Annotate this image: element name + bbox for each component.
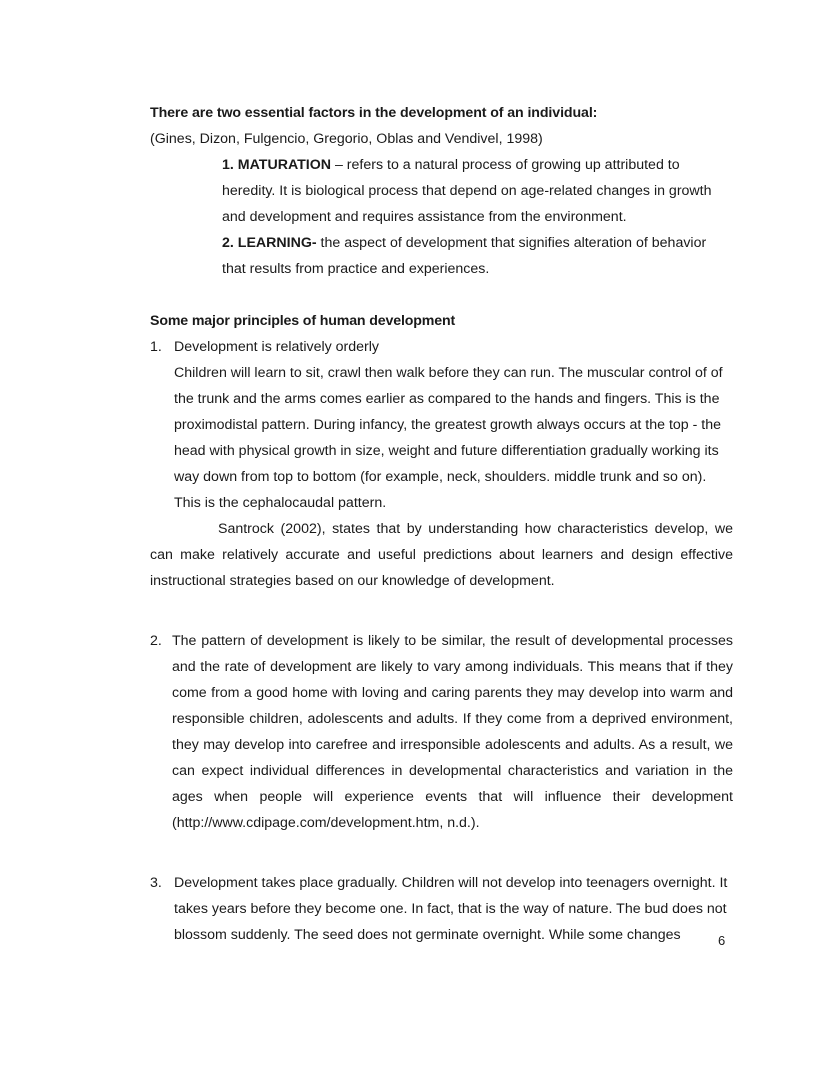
spacer — [150, 594, 733, 628]
principle-item-2-para-1: The pattern of development is likely to be similar, the result of developmental processes and the rate of development are likely to vary among individuals. This means that if they come from a good home with loving and caring parents they may develop into warm and responsible children, adolescents and adults. If they come from a deprived environment, they may develop into carefree and irresponsible adolescents and adults. As a result, we can expect individual differences in developmental characteristics and variation in the ages when people will experience events that will influence their development (http://www.cdipage.com/development.htm, n.d.). — [172, 633, 733, 831]
principle-item-3-para-1: Development takes place gradually. Children will not develop into teenagers overnight. It takes years before they become one. In fact, that is the way of nature. The bud does not blossom suddenly. The seed does not germinate overnight. While some changes — [174, 875, 728, 943]
principle-item-1 — [150, 334, 733, 594]
factor-learning — [222, 230, 733, 282]
factor-maturation — [222, 152, 733, 230]
spacer — [150, 282, 733, 308]
intro-citation: (Gines, Dizon, Fulgencio, Gregorio, Oblas and Vendivel, 1998) — [150, 131, 543, 147]
page-content — [150, 100, 733, 948]
principle-item-2-marker: 2. — [150, 633, 162, 649]
factor-learning-label: 2. LEARNING- — [222, 235, 317, 251]
principle-item-1-para-2: Santrock (2002), states that by understanding how characteristics develop, we can make relatively accurate and useful predictions about learners and design effective instructional strategies based on our knowledge of development. — [150, 521, 733, 589]
principle-item-2 — [150, 628, 733, 836]
principle-item-3 — [150, 870, 733, 948]
intro-heading: There are two essential factors in the development of an individual: — [150, 105, 598, 121]
factor-learning-body: the aspect of development that signifies alteration of behavior that results from practice and experiences. — [222, 235, 707, 277]
principle-item-1-body — [150, 334, 733, 594]
principles-heading: Some major principles of human development — [150, 313, 456, 329]
principle-item-1-marker: 1. — [150, 339, 162, 355]
factor-maturation-label: 1. MATURATION — [222, 157, 332, 173]
principle-item-3-body — [174, 870, 733, 948]
page-number: 6 — [718, 933, 726, 948]
principle-item-1-para-1: Children will learn to sit, crawl then walk before they can run. The muscular control of of the trunk and the arms comes earlier as compared to the hands and fingers. This is the proximodistal pattern. During infancy, the greatest growth always occurs at the top - the head with physical growth in size, weight and future differentiation gradually working its way down from top to bottom (for example, neck, shoulders. middle trunk and so on). This is the cephalocaudal pattern. — [174, 365, 723, 511]
spacer — [150, 836, 733, 870]
factor-maturation-body: – refers to a natural process of growing up attributed to heredity. It is biological process that depend on age-related changes in growth and development and requires assistance from the environment. — [222, 157, 712, 225]
principle-item-1-title: Development is relatively orderly — [174, 339, 380, 355]
principle-item-3-marker: 3. — [150, 875, 162, 891]
principle-item-2-body — [172, 628, 733, 836]
